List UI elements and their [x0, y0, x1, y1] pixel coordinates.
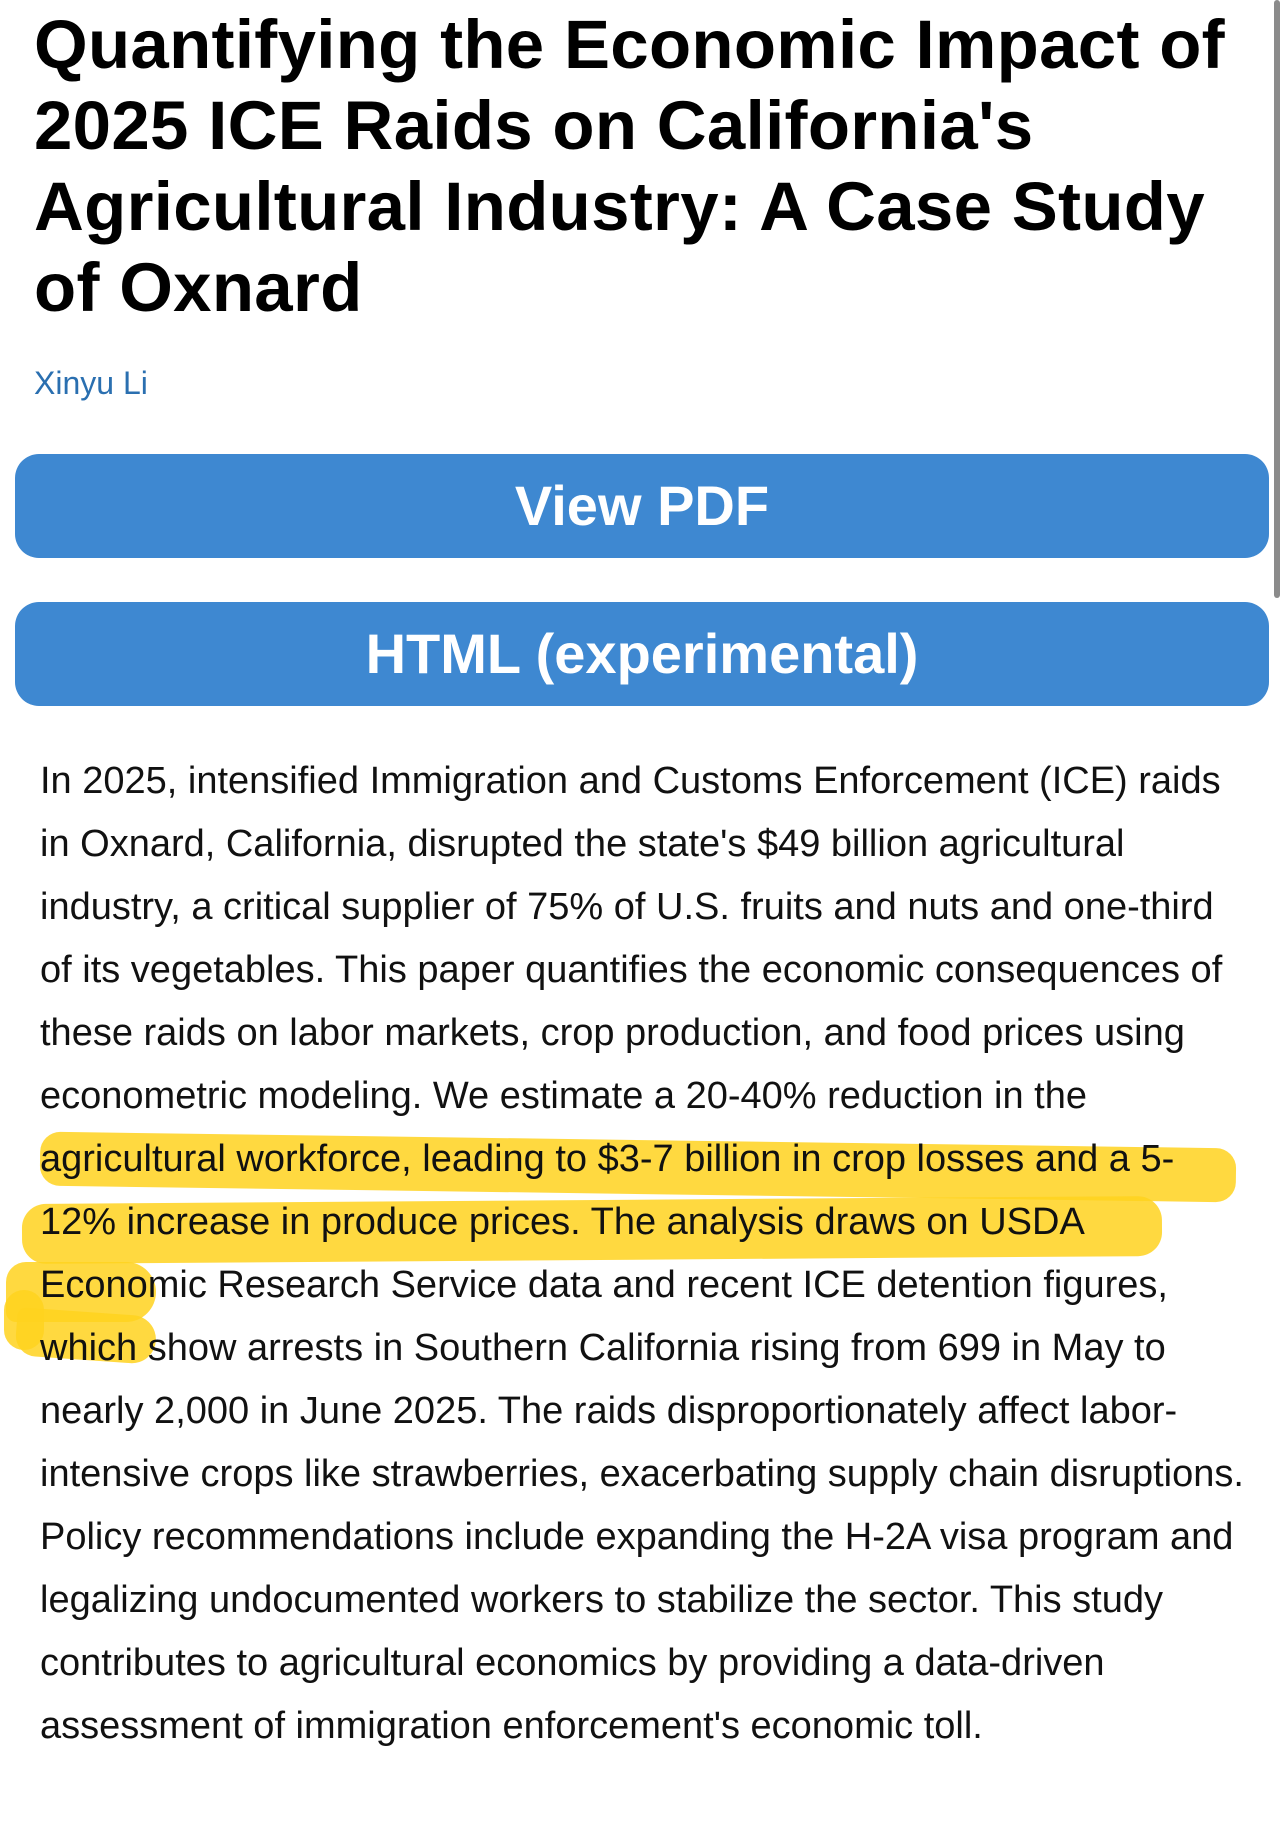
scrollbar[interactable]: [1274, 0, 1280, 598]
author-link[interactable]: Xinyu Li: [34, 365, 148, 401]
paper-title: Quantifying the Economic Impact of 2025 ICE Raids on California's Agricultural Industry: A Case Study of Oxnard: [34, 6, 1225, 326]
html-experimental-button[interactable]: HTML (experimental): [15, 602, 1269, 706]
view-pdf-button[interactable]: View PDF: [15, 454, 1269, 558]
abstract-text: In 2025, intensified Immigration and Customs Enforcement (ICE) raids in Oxnard, California, disrupted the state's $49 billion agricultural industry, a critical supplier of 75% of U.S. fruits and nuts and one-third of its vegetables. This paper quantifies the economic consequences of these raids on labor markets, crop production, and food prices using econometric modeling. We estimate a 20-40% reduction in the agricultural workforce, leading to $3-7 billion in crop losses and a 5-12% increase in produce prices. The analysis draws on USDA Economic Research Service data and recent ICE detention figures, which show arrests in Southern California rising from 699 in May to nearly 2,000 in June 2025. The raids disproportionately affect labor-intensive crops like strawberries, exacerbating supply chain disruptions. Policy recommendations include expanding the H-2A visa program and legalizing undocumented workers to stabilize the sector. This study contributes to agricultural economics by providing a data-driven assessment of immigration enforcement's economic toll.: [40, 760, 1244, 1747]
highlighter-mark: [4, 1290, 44, 1350]
